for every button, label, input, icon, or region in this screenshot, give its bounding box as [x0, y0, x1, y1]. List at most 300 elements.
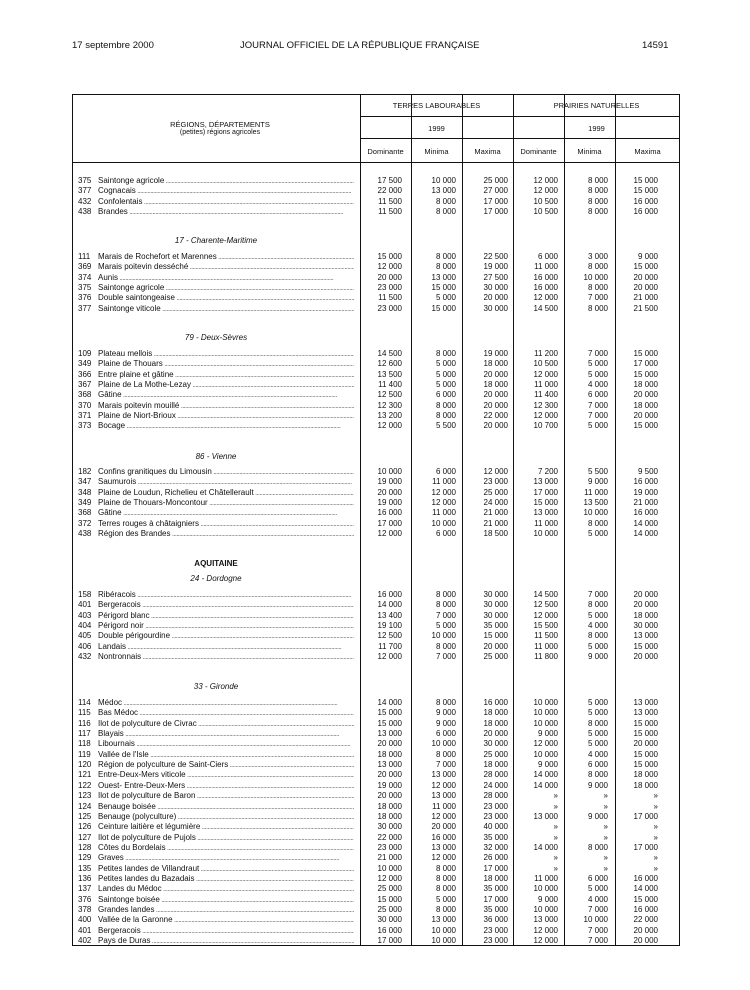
- value-cell: 20 000: [483, 421, 508, 431]
- region-code: 377: [78, 186, 92, 196]
- region-name: Ilot de polyculture de Pujols .....: [98, 833, 354, 844]
- region-name: Libournais .....: [98, 739, 354, 750]
- value-cell: 6 000: [587, 390, 608, 400]
- region-code: 368: [78, 390, 92, 400]
- value-cell: 7 000: [587, 905, 608, 914]
- value-cell: 4 000: [587, 749, 608, 759]
- value-cell: 9 000: [587, 652, 608, 662]
- value-cell: 8 000: [587, 283, 608, 293]
- value-cell: 23 000: [377, 283, 402, 293]
- table-row: [0, 802, 750, 812]
- region-name: Grandes landes .....: [98, 905, 354, 916]
- table-row: [0, 401, 750, 411]
- value-cell: 5 000: [435, 369, 456, 379]
- value-cell: 12 000: [533, 369, 558, 379]
- value-cell: 17 000: [483, 207, 508, 217]
- region-code: 400: [78, 915, 92, 925]
- region-code: 369: [78, 262, 92, 272]
- region-name: Plaine de Thouars-Moncontour .....: [98, 498, 354, 509]
- region-code: 117: [78, 729, 91, 739]
- value-cell: 12 000: [377, 262, 402, 272]
- region-name: Marais poitevin mouillé .....: [98, 401, 354, 412]
- value-cell: 20 000: [633, 272, 658, 282]
- value-cell: 35 000: [483, 905, 508, 914]
- value-cell: 13 000: [533, 477, 558, 487]
- value-cell: 20 000: [377, 487, 402, 497]
- value-cell: 15 000: [633, 641, 658, 651]
- value-cell: 21 000: [633, 498, 658, 508]
- value-cell: 11 000: [534, 641, 558, 651]
- value-cell: 18 000: [483, 380, 508, 390]
- value-cell: 15 000: [633, 749, 658, 759]
- value-cell: 13 000: [377, 760, 402, 770]
- table-row: [0, 590, 750, 600]
- value-cell: 17 000: [483, 894, 508, 904]
- value-cell: 8 000: [435, 196, 456, 206]
- value-cell: 16 000: [633, 196, 658, 206]
- value-cell: 20 000: [633, 600, 658, 610]
- value-cell: 16 000: [633, 207, 658, 217]
- value-cell: 12 000: [377, 421, 402, 431]
- value-cell: 16 000: [431, 832, 456, 842]
- value-cell: 30 000: [483, 303, 508, 313]
- value-cell: 25 000: [483, 176, 508, 185]
- region-code: 115: [78, 708, 91, 718]
- value-cell: 17 000: [633, 842, 658, 852]
- region-name: Brandes .....: [98, 207, 354, 218]
- value-cell: 16 000: [633, 508, 658, 518]
- value-cell: 22 500: [483, 252, 508, 261]
- value-cell: 10 000: [431, 176, 456, 185]
- table-row: [0, 833, 750, 843]
- value-cell: 18 000: [483, 359, 508, 369]
- value-cell: 14 000: [533, 842, 558, 852]
- value-cell: 7 000: [587, 590, 608, 599]
- journal-title: JOURNAL OFFICIEL DE LA RÉPUBLIQUE FRANÇAISE: [240, 40, 480, 51]
- value-cell: 19 000: [377, 498, 402, 508]
- value-cell: 28 000: [483, 791, 508, 801]
- table-row: [0, 822, 750, 832]
- region-name: Saintonge agricole .....: [98, 176, 354, 187]
- value-cell: 16 000: [533, 272, 558, 282]
- table-row: [0, 283, 750, 293]
- page-date: 17 septembre 2000: [72, 40, 154, 51]
- region-name: Ouest- Entre-Deux-Mers .....: [98, 781, 354, 792]
- region-code: 124: [78, 801, 92, 811]
- region-name: Terres rouges à châtaigniers .....: [98, 519, 354, 530]
- table-row: [0, 853, 750, 863]
- region-code: 378: [78, 905, 92, 914]
- stub-subtitle: (petites) régions agricoles: [179, 129, 261, 136]
- region-code: 121: [78, 770, 92, 780]
- value-cell: 5 000: [435, 380, 456, 390]
- section-heading: 86 - Vienne: [195, 452, 237, 461]
- value-cell: 9 000: [587, 811, 608, 821]
- value-cell: 7 000: [435, 760, 456, 770]
- value-cell: 12 000: [533, 610, 558, 620]
- value-cell: 8 000: [435, 749, 456, 759]
- table-row: [0, 508, 750, 518]
- value-cell: 20 000: [483, 641, 508, 651]
- value-cell: 5 000: [435, 621, 456, 631]
- region-name: Double périgourdine .....: [98, 631, 354, 642]
- value-cell: 8 000: [587, 186, 608, 196]
- region-name: Médoc .....: [98, 698, 354, 709]
- value-cell: 14 500: [533, 303, 558, 313]
- value-cell: 7 000: [587, 925, 608, 935]
- value-cell: 20 000: [633, 739, 658, 749]
- value-cell: 20 000: [633, 411, 658, 421]
- value-cell: 20 000: [377, 791, 402, 801]
- value-cell: 18 000: [483, 760, 508, 770]
- region-code: 366: [78, 369, 92, 379]
- value-cell: »: [603, 863, 608, 873]
- table-row: [0, 760, 750, 770]
- value-cell: 10 000: [431, 739, 456, 749]
- value-cell: 7 000: [587, 411, 608, 421]
- group-header-prairies: PRAIRIES NATURELLES: [553, 101, 640, 110]
- value-cell: 5 500: [435, 421, 456, 431]
- value-cell: 5 000: [587, 708, 608, 718]
- value-cell: 18 000: [633, 610, 658, 620]
- value-cell: 7 000: [587, 293, 608, 303]
- value-cell: 9 000: [435, 708, 456, 718]
- table-row: [0, 390, 750, 400]
- section-heading: 17 - Charente-Maritime: [174, 236, 258, 245]
- value-cell: 18 000: [377, 801, 402, 811]
- value-cell: 10 000: [583, 272, 608, 282]
- value-cell: 25 000: [377, 905, 402, 914]
- value-cell: 9 000: [537, 729, 558, 739]
- region-code: 376: [78, 293, 92, 303]
- value-cell: »: [603, 832, 608, 842]
- value-cell: 13 000: [431, 272, 456, 282]
- value-cell: 4 000: [587, 621, 608, 631]
- table-row: [0, 488, 750, 498]
- region-code: 432: [78, 652, 92, 662]
- value-cell: 14 000: [633, 884, 658, 894]
- region-code: 122: [78, 780, 92, 790]
- table-row: [0, 349, 750, 359]
- value-cell: 30 000: [377, 915, 402, 925]
- value-cell: 15 000: [633, 729, 658, 739]
- table-row: [0, 895, 750, 905]
- column-header: Minima: [577, 147, 602, 156]
- region-code: 111: [78, 252, 91, 261]
- table-row: [0, 262, 750, 272]
- region-code: 402: [78, 936, 92, 946]
- section-heading: 24 - Dordogne: [190, 574, 242, 583]
- region-code: 373: [78, 421, 92, 431]
- region-name: Ceinture laitière et légumière .....: [98, 822, 354, 833]
- value-cell: 13 000: [633, 631, 658, 641]
- region-code: 137: [78, 884, 92, 894]
- value-cell: 11 000: [534, 380, 558, 390]
- value-cell: 20 000: [633, 390, 658, 400]
- region-name: Gâtine .....: [98, 508, 354, 519]
- value-cell: 4 000: [587, 894, 608, 904]
- region-name: Double saintongeaise .....: [98, 293, 354, 304]
- table-row: [0, 719, 750, 729]
- region-name: Ribéracois .....: [98, 590, 354, 601]
- region-name: Gâtine .....: [98, 390, 354, 401]
- value-cell: 16 000: [483, 698, 508, 707]
- value-cell: 10 000: [583, 915, 608, 925]
- value-cell: 24 000: [483, 498, 508, 508]
- value-cell: 13 000: [377, 729, 402, 739]
- value-cell: 11 500: [378, 293, 402, 303]
- value-cell: 5 000: [587, 529, 608, 539]
- value-cell: 12 000: [431, 498, 456, 508]
- value-cell: 20 000: [483, 729, 508, 739]
- value-cell: 12 300: [377, 400, 402, 410]
- region-name: Bas Médoc .....: [98, 708, 354, 719]
- value-cell: 8 000: [587, 207, 608, 217]
- value-cell: 16 000: [633, 477, 658, 487]
- section-heading: 33 - Gironde: [193, 682, 239, 691]
- value-cell: 21 500: [633, 303, 658, 313]
- value-cell: 10 000: [583, 508, 608, 518]
- region-name: Saintonge agricole .....: [98, 283, 354, 294]
- value-cell: 8 000: [435, 905, 456, 914]
- value-cell: 20 000: [633, 652, 658, 662]
- value-cell: 30 000: [483, 590, 508, 599]
- value-cell: 12 000: [533, 293, 558, 303]
- region-code: 158: [78, 590, 92, 599]
- value-cell: 35 000: [483, 832, 508, 842]
- value-cell: 8 000: [587, 176, 608, 185]
- value-cell: 20 000: [431, 822, 456, 832]
- value-cell: 11 000: [584, 487, 608, 497]
- value-cell: 6 000: [587, 873, 608, 883]
- value-cell: 13 000: [431, 915, 456, 925]
- value-cell: 19 000: [483, 349, 508, 358]
- value-cell: 14 000: [533, 770, 558, 780]
- value-cell: »: [653, 853, 658, 863]
- value-cell: 5 000: [587, 421, 608, 431]
- value-cell: 19 000: [483, 262, 508, 272]
- value-cell: 15 000: [633, 718, 658, 728]
- section-heading: 79 - Deux-Sèvres: [184, 333, 248, 342]
- value-cell: 15 000: [633, 421, 658, 431]
- value-cell: 30 000: [483, 283, 508, 293]
- value-cell: 22 000: [377, 832, 402, 842]
- value-cell: 11 000: [432, 801, 456, 811]
- value-cell: 6 000: [587, 760, 608, 770]
- value-cell: »: [553, 853, 558, 863]
- region-code: 123: [78, 791, 92, 801]
- value-cell: 32 000: [483, 842, 508, 852]
- region-heading: AQUITAINE: [194, 559, 238, 568]
- value-cell: 23 000: [377, 303, 402, 313]
- value-cell: 18 000: [377, 749, 402, 759]
- value-cell: »: [603, 791, 608, 801]
- value-cell: 17 000: [483, 863, 508, 873]
- value-cell: 10 700: [533, 421, 558, 431]
- value-cell: 13 000: [431, 791, 456, 801]
- value-cell: 22 000: [377, 186, 402, 196]
- value-cell: 12 000: [377, 873, 402, 883]
- value-cell: 20 000: [633, 283, 658, 293]
- region-code: 372: [78, 518, 92, 528]
- region-name: Cognacais .....: [98, 186, 354, 197]
- region-name: Petites landes de Villandraut .....: [98, 864, 354, 875]
- value-cell: 15 000: [633, 262, 658, 272]
- value-cell: 18 000: [483, 873, 508, 883]
- table-row: [0, 936, 750, 946]
- table-row: [0, 874, 750, 884]
- table-row: [0, 652, 750, 662]
- table-row: [0, 729, 750, 739]
- table-row: [0, 843, 750, 853]
- value-cell: 4 000: [587, 380, 608, 390]
- region-code: 129: [78, 853, 92, 863]
- region-name: Plaine de La Mothe-Lezay .....: [98, 380, 354, 391]
- value-cell: 18 000: [633, 780, 658, 790]
- value-cell: 15 000: [633, 176, 658, 185]
- value-cell: 10 000: [533, 708, 558, 718]
- value-cell: 25 000: [483, 749, 508, 759]
- value-cell: 30 000: [377, 822, 402, 832]
- table-row: [0, 708, 750, 718]
- value-cell: 20 000: [483, 293, 508, 303]
- value-cell: 21 000: [633, 293, 658, 303]
- table-row: [0, 186, 750, 196]
- value-cell: 5 000: [435, 894, 456, 904]
- value-cell: 17 000: [377, 518, 402, 528]
- region-name: Confins granitiques du Limousin .....: [98, 467, 354, 478]
- value-cell: 15 000: [633, 349, 658, 358]
- table-row: [0, 197, 750, 207]
- value-cell: 12 000: [533, 186, 558, 196]
- region-code: 375: [78, 176, 92, 185]
- value-cell: 11 400: [534, 390, 558, 400]
- value-cell: 16 000: [533, 283, 558, 293]
- value-cell: 11 800: [534, 652, 558, 662]
- region-name: Graves .....: [98, 853, 354, 864]
- value-cell: 10 000: [431, 925, 456, 935]
- value-cell: 11 200: [534, 349, 558, 358]
- region-name: Bergeracois .....: [98, 600, 354, 611]
- column-header: Minima: [424, 147, 449, 156]
- value-cell: 20 000: [377, 272, 402, 282]
- value-cell: 15 000: [633, 894, 658, 904]
- value-cell: 8 000: [435, 349, 456, 358]
- value-cell: 10 000: [377, 863, 402, 873]
- value-cell: »: [553, 801, 558, 811]
- value-cell: 12 000: [533, 176, 558, 185]
- value-cell: 11 400: [378, 380, 402, 390]
- table-row: [0, 621, 750, 631]
- value-cell: 30 000: [483, 610, 508, 620]
- value-cell: 20 000: [483, 400, 508, 410]
- value-cell: 8 000: [587, 842, 608, 852]
- table-row: [0, 176, 750, 186]
- table-row: [0, 642, 750, 652]
- value-cell: 9 000: [537, 760, 558, 770]
- value-cell: 8 000: [587, 303, 608, 313]
- value-cell: »: [653, 863, 658, 873]
- value-cell: 23 000: [483, 477, 508, 487]
- region-name: Pays de Duras .....: [98, 936, 354, 947]
- value-cell: 15 500: [533, 621, 558, 631]
- table-row: [0, 739, 750, 749]
- value-cell: 11 500: [378, 196, 402, 206]
- value-cell: 18 000: [633, 380, 658, 390]
- value-cell: 5 000: [587, 359, 608, 369]
- value-cell: 20 000: [633, 925, 658, 935]
- value-cell: 14 000: [533, 780, 558, 790]
- region-code: 120: [78, 760, 92, 770]
- table-row: [0, 293, 750, 303]
- region-code: 348: [78, 487, 92, 497]
- value-cell: 16 000: [377, 590, 402, 599]
- table-row: [0, 698, 750, 708]
- region-name: Bocage .....: [98, 421, 354, 432]
- value-cell: 18 500: [483, 529, 508, 539]
- table-row: [0, 791, 750, 801]
- table-row: [0, 370, 750, 380]
- value-cell: »: [553, 791, 558, 801]
- table-row: [0, 529, 750, 539]
- table-row: [0, 770, 750, 780]
- region-code: 374: [78, 272, 92, 282]
- value-cell: 10 000: [533, 749, 558, 759]
- value-cell: 11 000: [534, 518, 558, 528]
- region-code: 377: [78, 303, 92, 313]
- value-cell: 10 000: [533, 529, 558, 539]
- region-code: 405: [78, 631, 92, 641]
- value-cell: 12 000: [533, 925, 558, 935]
- value-cell: 11 000: [432, 508, 456, 518]
- table-row: [0, 519, 750, 529]
- region-name: Côtes du Bordelais .....: [98, 843, 354, 854]
- region-code: 404: [78, 621, 92, 631]
- value-cell: 15 000: [633, 186, 658, 196]
- value-cell: 6 000: [537, 252, 558, 261]
- value-cell: 17 000: [377, 936, 402, 946]
- value-cell: 5 000: [587, 884, 608, 894]
- value-cell: 13 000: [633, 708, 658, 718]
- region-code: 109: [78, 349, 92, 358]
- region-code: 406: [78, 641, 92, 651]
- value-cell: 25 000: [483, 652, 508, 662]
- value-cell: 8 000: [435, 411, 456, 421]
- value-cell: 5 500: [587, 467, 608, 476]
- value-cell: 21 000: [483, 518, 508, 528]
- value-cell: 5 000: [587, 698, 608, 707]
- value-cell: 5 000: [435, 293, 456, 303]
- table-row: [0, 915, 750, 925]
- value-cell: »: [553, 832, 558, 842]
- value-cell: 6 000: [435, 390, 456, 400]
- value-cell: 15 000: [633, 369, 658, 379]
- region-code: 126: [78, 822, 92, 832]
- value-cell: 8 000: [587, 600, 608, 610]
- value-cell: 18 000: [633, 770, 658, 780]
- value-cell: 12 600: [377, 359, 402, 369]
- value-cell: 9 000: [587, 780, 608, 790]
- value-cell: 12 500: [377, 631, 402, 641]
- column-header: Maxima: [474, 147, 501, 156]
- region-name: Entre-Deux-Mers viticole .....: [98, 770, 354, 781]
- value-cell: 7 000: [435, 652, 456, 662]
- value-cell: 13 200: [377, 411, 402, 421]
- value-cell: 14 500: [533, 590, 558, 599]
- region-code: 349: [78, 359, 92, 369]
- value-cell: 25 000: [377, 884, 402, 894]
- value-cell: 5 000: [587, 729, 608, 739]
